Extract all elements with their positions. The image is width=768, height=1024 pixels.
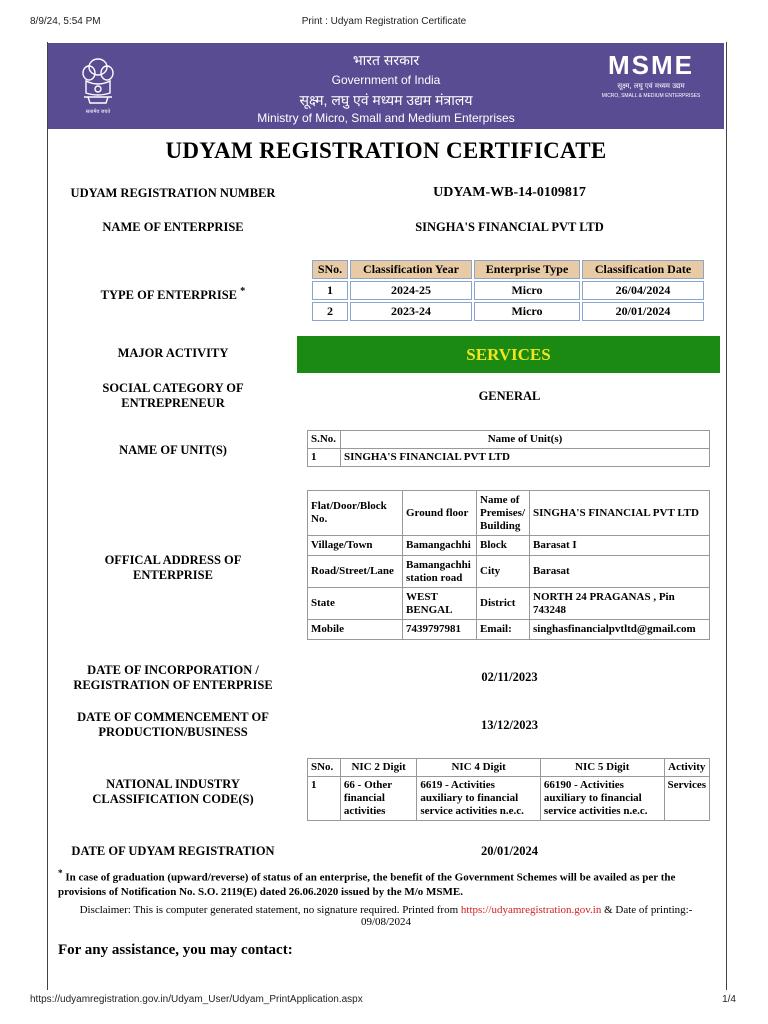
print-page-number: 1/4 <box>722 994 736 1005</box>
social-category-label: SOCIAL CATEGORY OF ENTREPRENEUR <box>102 381 244 410</box>
state-label: State <box>308 588 403 620</box>
social-category-value: GENERAL <box>478 389 541 403</box>
table-row <box>308 620 710 640</box>
banner-hindi-gov: भारत सरकार <box>352 52 420 68</box>
enterprise-type-table <box>310 258 706 323</box>
cell: 26/04/2024 <box>582 281 704 300</box>
col-sno: S.No. <box>308 431 341 449</box>
col-enterprise-type: Enterprise Type <box>474 260 580 279</box>
udyam-date-value: 20/01/2024 <box>481 844 538 858</box>
cell: 2 <box>312 302 348 321</box>
banner-ministry: Ministry of Micro, Small and Medium Enterprises <box>257 111 515 125</box>
city-label: City <box>477 556 530 588</box>
major-activity-label: MAJOR ACTIVITY <box>117 346 229 360</box>
enterprise-type-label <box>48 284 298 303</box>
table-header-row <box>308 759 710 777</box>
cell: 66 - Other financial activities <box>340 777 416 821</box>
cell: Micro <box>474 281 580 300</box>
units-label: NAME OF UNIT(S) <box>119 443 227 457</box>
reg-number-value: UDYAM-WB-14-0109817 <box>433 185 586 200</box>
disclaimer <box>58 904 714 928</box>
col-nic2: NIC 2 Digit <box>340 759 416 777</box>
table-header-row <box>312 260 704 279</box>
flat-value: Ground floor <box>403 491 477 536</box>
enterprise-type-star: * <box>240 286 246 297</box>
flat-label: Flat/Door/Block No. <box>308 491 403 536</box>
incorporation-label: DATE OF INCORPORATION / REGISTRATION OF ENTERPRISE <box>73 663 273 692</box>
table-row <box>308 588 710 620</box>
col-nic5: NIC 5 Digit <box>540 759 664 777</box>
district-value: NORTH 24 PRAGANAS , Pin 743248 <box>530 588 710 620</box>
col-nic4: NIC 4 Digit <box>417 759 541 777</box>
district-label: District <box>477 588 530 620</box>
cell: 1 <box>308 449 341 467</box>
address-label: OFFICAL ADDRESS OF ENTERPRISE <box>104 553 242 582</box>
msme-logo <box>596 51 706 107</box>
nic-label: NATIONAL INDUSTRY CLASSIFICATION CODE(S) <box>92 777 254 806</box>
table-row <box>308 491 710 536</box>
print-page-title: Print : Udyam Registration Certificate <box>301 16 467 27</box>
table-row <box>308 536 710 556</box>
table-row <box>312 281 704 300</box>
enterprise-name-value: SINGHA'S FINANCIAL PVT LTD <box>415 220 604 234</box>
msme-logo-hindi: सूक्ष्म, लघु एवं मध्यम उद्यम <box>617 82 685 90</box>
commencement-label: DATE OF COMMENCEMENT OF PRODUCTION/BUSINESS <box>77 710 269 739</box>
col-sno: SNo. <box>312 260 348 279</box>
incorporation-value: 02/11/2023 <box>481 670 538 684</box>
email-label: Email: <box>477 620 530 640</box>
msme-logo-text: MSME <box>608 50 694 80</box>
table-row <box>308 777 710 821</box>
graduation-note <box>58 866 714 899</box>
village-label: Village/Town <box>308 536 403 556</box>
col-classification-date: Classification Date <box>582 260 704 279</box>
email-value: singhasfinancialpvtltd@gmail.com <box>530 620 710 640</box>
certificate-title: UDYAM REGISTRATION CERTIFICATE <box>165 138 607 163</box>
contact-heading: For any assistance, you may contact: <box>58 942 293 958</box>
cell: 1 <box>312 281 348 300</box>
major-activity-value: SERVICES <box>297 336 720 373</box>
mobile-value: 7439797981 <box>403 620 477 640</box>
col-unit-name: Name of Unit(s) <box>341 431 710 449</box>
cell: SINGHA'S FINANCIAL PVT LTD <box>341 449 710 467</box>
emblem-caption: सत्यमेव जयते <box>85 109 111 115</box>
enterprise-name-label: NAME OF ENTERPRISE <box>102 220 244 234</box>
city-value: Barasat <box>530 556 710 588</box>
village-value: Bamangachhi <box>403 536 477 556</box>
nic-table <box>307 758 710 821</box>
msme-logo-tag: MICRO, SMALL & MEDIUM ENTERPRISES <box>601 93 701 99</box>
state-value: WEST BENGAL <box>403 588 477 620</box>
road-value: Bamangachhi station road <box>403 556 477 588</box>
cell: Micro <box>474 302 580 321</box>
table-header-row <box>308 431 710 449</box>
note-star: * <box>58 868 63 878</box>
udyam-date-label: DATE OF UDYAM REGISTRATION <box>71 844 275 858</box>
cell: 66190 - Activities auxiliary to financial service activities n.e.c. <box>540 777 664 821</box>
cell: Services <box>664 777 709 821</box>
cell: 2023-24 <box>350 302 472 321</box>
premises-value: SINGHA'S FINANCIAL PVT LTD <box>530 491 710 536</box>
print-datetime: 8/9/24, 5:54 PM <box>30 16 101 27</box>
enterprise-type-label-text: TYPE OF ENTERPRISE <box>100 288 238 303</box>
disclaimer-link[interactable]: https://udyamregistration.gov.in <box>460 904 602 916</box>
commencement-value: 13/12/2023 <box>481 718 538 732</box>
col-classification-year: Classification Year <box>350 260 472 279</box>
address-table <box>307 490 710 640</box>
block-value: Barasat I <box>530 536 710 556</box>
disclaimer-text: Disclaimer: This is computer generated statement, no signature required. Printed from <box>79 904 459 916</box>
units-table <box>307 430 710 467</box>
col-activity: Activity <box>664 759 709 777</box>
table-row <box>308 449 710 467</box>
table-row <box>312 302 704 321</box>
premises-label: Name of Premises/ Building <box>477 491 530 536</box>
cell: 2024-25 <box>350 281 472 300</box>
road-label: Road/Street/Lane <box>308 556 403 588</box>
cell: 6619 - Activities auxiliary to financial service activities n.e.c. <box>417 777 541 821</box>
cell: 20/01/2024 <box>582 302 704 321</box>
note-text: In case of graduation (upward/reverse) of status of an enterprise, the benefit of the Government Schemes will be availed as per the provisions of Notification No. S.O. 2119(E) dated 26.06.2020 issued by the M/o MSME. <box>58 871 676 898</box>
block-label: Block <box>477 536 530 556</box>
reg-number-label: UDYAM REGISTRATION NUMBER <box>70 186 276 200</box>
banner-gov: Government of India <box>331 73 441 87</box>
disclaimer-suffix: & Date of printing:- 09/08/2024 <box>360 904 693 928</box>
print-url: https://udyamregistration.gov.in/Udyam_User/Udyam_PrintApplication.aspx <box>30 994 363 1005</box>
mobile-label: Mobile <box>308 620 403 640</box>
col-sno: SNo. <box>308 759 341 777</box>
government-banner <box>48 43 724 129</box>
table-row <box>308 556 710 588</box>
banner-hindi-ministry: सूक्ष्म, लघु एवं मध्यम उद्यम मंत्रालय <box>299 92 473 108</box>
cell: 1 <box>308 777 341 821</box>
